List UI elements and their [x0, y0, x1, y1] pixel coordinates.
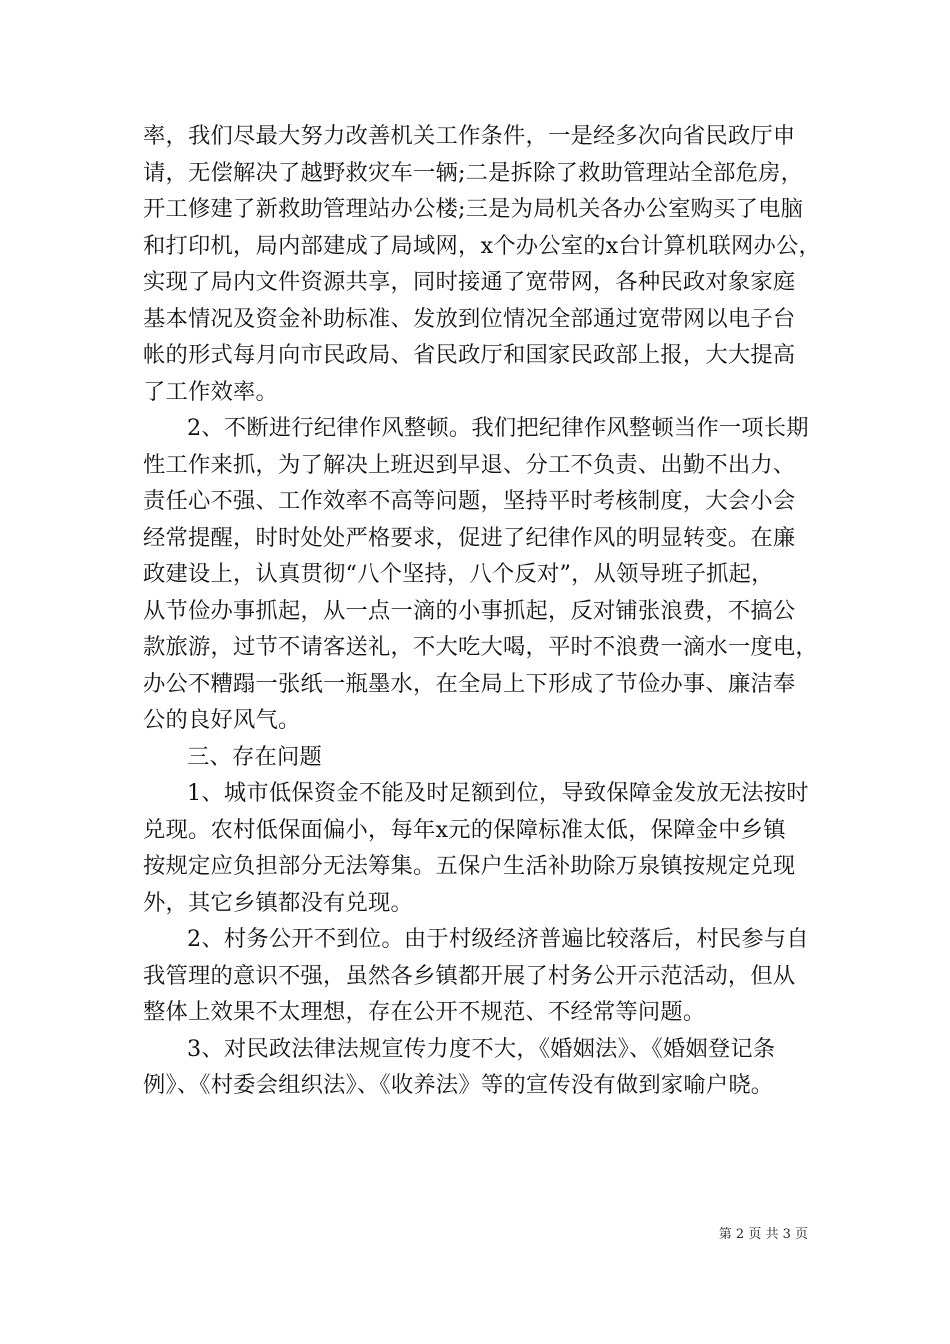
text-line: 例》、《村委会组织法》、《收养法》等的宣传没有做到家喻户晓。: [143, 1072, 774, 1098]
text-line: 政建设上，认真贯彻“八个坚持，八个反对”，从领导班子抓起，: [143, 561, 774, 587]
text-line: 按规定应负担部分无法筹集。五保户生活补助除万泉镇按规定兑现: [143, 853, 796, 879]
page-number-footer: 第 2 页 共 3 页: [718, 1227, 808, 1242]
text-line: 款旅游，过节不请客送礼，不大吃大喝，平时不浪费一滴水一度电，: [143, 634, 818, 660]
text-line: 兑现。农村低保面偏小，每年x元的保障标准太低，保障金中乡镇: [143, 816, 786, 843]
text-line: 实现了局内文件资源共享，同时接通了宽带网，各种民政对象家庭: [143, 269, 796, 295]
text-line: 整体上效果不太理想，存在公开不规范、不经常等问题。: [143, 999, 706, 1025]
text-line: 办公不糟蹋一张纸一瓶墨水，在全局上下形成了节俭办事、廉洁奉: [143, 670, 796, 697]
text-line: 了工作效率。: [143, 378, 278, 405]
text-line: 三、存在问题: [187, 743, 322, 770]
text-line: 3、对民政法律法规宣传力度不大，《婚姻法》、《婚姻登记条: [187, 1035, 776, 1062]
text-line: 请，无偿解决了越野救灾车一辆;二是拆除了救助管理站全部危房，: [143, 159, 804, 186]
text-line: 外，其它乡镇都没有兑现。: [143, 889, 413, 916]
body-text: [143, 118, 821, 1104]
text-line: 性工作来抓，为了解决上班迟到早退、分工不负责、出勤不出力、: [143, 451, 796, 478]
text-line: 公的良好风气。: [143, 707, 301, 733]
text-line: 2、村务公开不到位。由于村级经济普遍比较落后，村民参与自: [187, 926, 809, 952]
text-line: 2、不断进行纪律作风整顿。我们把纪律作风整顿当作一项长期: [187, 415, 809, 441]
text-line: 率，我们尽最大努力改善机关工作条件，一是经多次向省民政厅申: [143, 123, 796, 149]
text-line: 开工修建了新救助管理站办公楼;三是为局机关各办公室购买了电脑: [143, 196, 804, 222]
text-line: 帐的形式每月向市民政局、省民政厅和国家民政部上报，大大提高: [143, 342, 796, 368]
text-line: 从节俭办事抓起，从一点一滴的小事抓起，反对铺张浪费，不搞公: [143, 597, 796, 624]
text-line: 和打印机，局内部建成了局域网，x个办公室的x台计算机联网办公，: [143, 232, 821, 259]
text-line: 经常提醒，时时处处严格要求，促进了纪律作风的明显转变。在廉: [143, 524, 796, 551]
text-line: 责任心不强、工作效率不高等问题，坚持平时考核制度，大会小会: [143, 488, 796, 514]
text-line: 1、城市低保资金不能及时足额到位，导致保障金发放无法按时: [187, 780, 809, 806]
text-line: 基本情况及资金补助标准、发放到位情况全部通过宽带网以电子台: [143, 305, 796, 332]
text-line: 我管理的意识不强，虽然各乡镇都开展了村务公开示范活动，但从: [143, 962, 796, 989]
